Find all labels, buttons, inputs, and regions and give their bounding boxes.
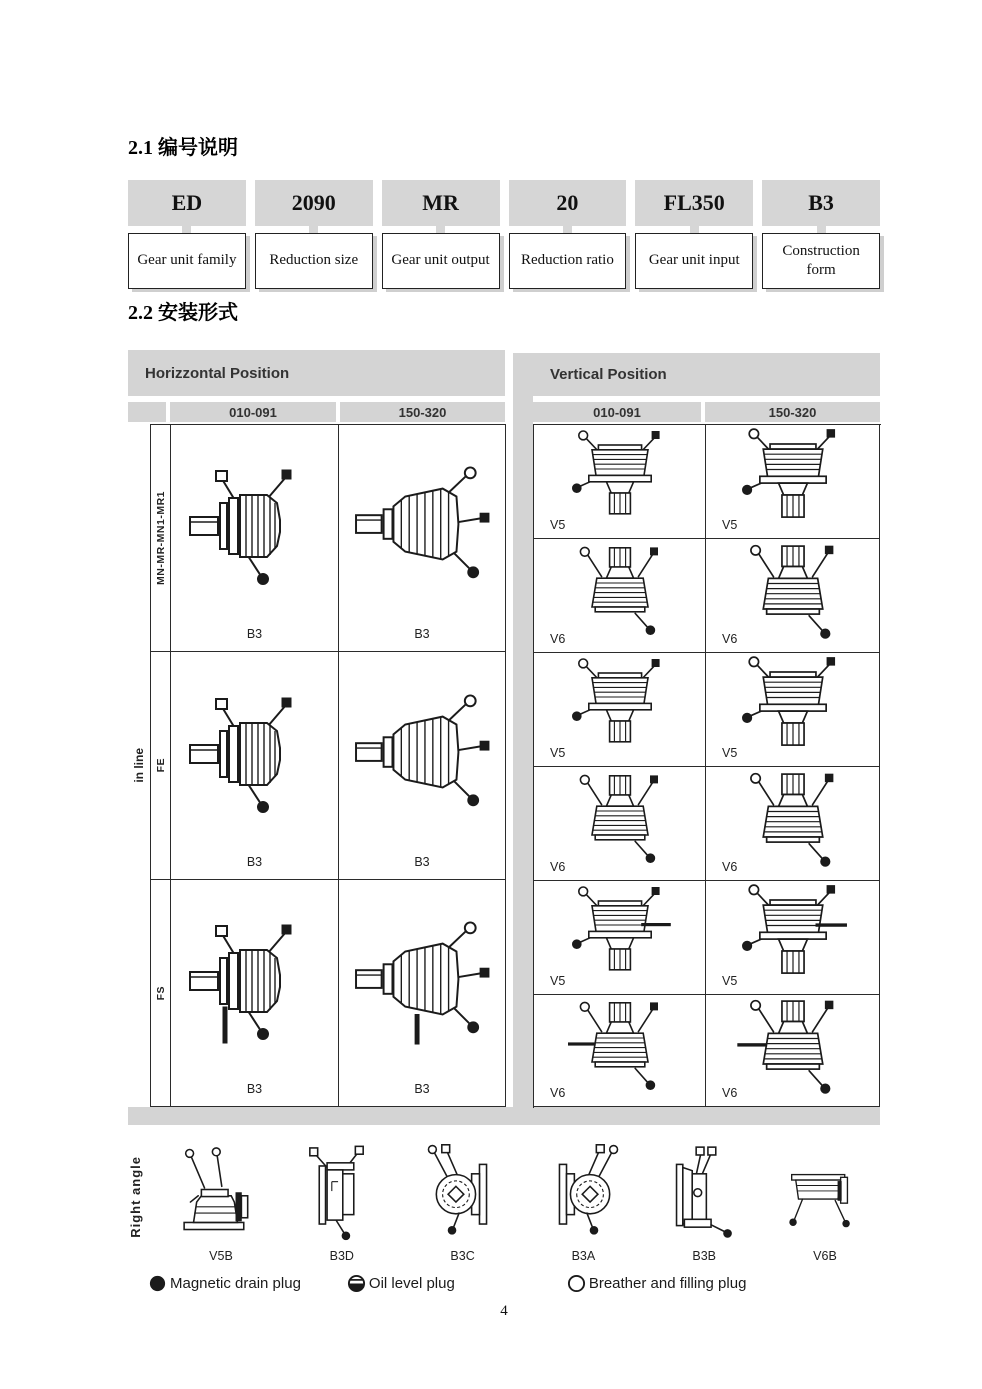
code-label: Gear unit output: [382, 233, 500, 289]
item-label: B3C: [450, 1249, 475, 1263]
gear-unit-v6-diagram: [736, 769, 850, 871]
section-2-2-heading: 2.2 安装形式: [128, 302, 238, 324]
gear-unit-v5-diagram: [736, 883, 850, 985]
size-column-header: 010-091: [170, 402, 336, 422]
mounting-cell: [171, 880, 339, 1107]
table-bottom-band: [128, 1107, 880, 1125]
code-value: 20: [509, 180, 627, 226]
page-number: 4: [500, 1303, 508, 1319]
cell-label: B3: [414, 627, 430, 641]
connector-line: [436, 226, 445, 233]
gear-unit-v6-diagram: [736, 996, 850, 1098]
cell-label: V6: [550, 1086, 566, 1100]
cell-label: V6: [550, 860, 566, 874]
gear-unit-v5-diagram: [568, 884, 672, 982]
gear-unit-b3d-diagram: [291, 1143, 393, 1247]
vertical-position-grid: [533, 424, 881, 1108]
code-column: [509, 180, 627, 289]
cell-label: B3: [414, 1082, 430, 1096]
gear-unit-b3-diagram: [339, 691, 505, 819]
section-2-1-heading: 2.1 编号说明: [128, 137, 238, 159]
mounting-cell: [534, 881, 706, 995]
page-content: [128, 0, 880, 1389]
connector-line: [690, 226, 699, 233]
legend-label: Breather and filling plug: [588, 1275, 747, 1292]
horizontal-position-body: [128, 424, 506, 1107]
row-label-fs: FS: [151, 880, 171, 1107]
right-angle-section: [128, 1131, 880, 1263]
code-column: [635, 180, 753, 289]
horizontal-position-header: [128, 350, 505, 396]
code-label: Reduction size: [255, 233, 373, 289]
row-label-column-header: [128, 402, 166, 422]
mounting-cell: [171, 425, 339, 652]
mounting-cell: [171, 652, 339, 880]
mounting-cell: [706, 425, 880, 539]
breather-filling-plug-icon: [567, 1274, 586, 1293]
connector-line: [817, 226, 826, 233]
right-angle-item: [774, 1143, 876, 1263]
right-angle-item: [412, 1143, 514, 1263]
mounting-cell: [534, 425, 706, 539]
gear-unit-b3b-diagram: [653, 1143, 755, 1247]
mounting-cell: [706, 995, 880, 1107]
gear-unit-v5-diagram: [568, 656, 672, 754]
item-label: V6B: [813, 1249, 837, 1263]
item-label: B3B: [692, 1249, 716, 1263]
mounting-cell: [534, 767, 706, 881]
gear-unit-b3c-diagram: [412, 1143, 514, 1247]
cell-label: B3: [246, 1082, 263, 1096]
legend-item: [148, 1274, 301, 1293]
mounting-cell: [339, 880, 506, 1107]
gear-unit-v6-diagram: [568, 542, 672, 640]
legend-label: Oil level plug: [368, 1275, 455, 1292]
legend-item: [347, 1274, 455, 1293]
horizontal-position-title: Horizzontal Position: [145, 364, 290, 382]
cell-label: B3: [246, 627, 263, 641]
cell-label: V5: [550, 974, 566, 988]
oil-level-plug-icon: [347, 1274, 366, 1293]
code-column: [382, 180, 500, 289]
legend-label: Magnetic drain plug: [170, 1275, 301, 1292]
right-angle-label: Right angle: [128, 1156, 143, 1238]
gear-unit-v6b-diagram: [774, 1143, 876, 1247]
gear-unit-v5-diagram: [736, 427, 850, 529]
right-angle-item: [532, 1143, 634, 1263]
cell-label: B3: [414, 855, 430, 869]
cell-label: B3: [246, 855, 263, 869]
mounting-cell: [339, 425, 506, 652]
right-angle-side: [128, 1131, 170, 1263]
code-value: B3: [762, 180, 880, 226]
cell-label: V5: [722, 974, 738, 988]
code-designation-diagram: [128, 180, 880, 289]
cell-label: V6: [722, 1086, 738, 1100]
cell-label: V5: [722, 746, 738, 760]
gear-unit-v5-diagram: [568, 428, 672, 526]
code-column: [762, 180, 880, 289]
item-label: B3A: [571, 1249, 596, 1263]
gear-unit-v5-diagram: [736, 655, 850, 757]
code-value: FL350: [635, 180, 753, 226]
in-line-label: in line: [132, 748, 146, 783]
mounting-cell: [706, 767, 880, 881]
gear-unit-v6-diagram: [568, 997, 672, 1095]
legend-item: [567, 1274, 747, 1293]
mounting-cell: [534, 995, 706, 1107]
magnetic-drain-plug-icon: [148, 1274, 167, 1293]
item-label: B3D: [329, 1249, 354, 1263]
cell-label: V6: [722, 860, 738, 874]
gear-unit-v6-diagram: [736, 541, 850, 643]
item-label: V5B: [209, 1249, 233, 1263]
mounting-cell: [706, 881, 880, 995]
mounting-cell: [534, 539, 706, 653]
row-label-fe: FE: [151, 652, 171, 880]
right-angle-item: [291, 1143, 393, 1263]
size-column-header: 010-091: [533, 402, 701, 422]
gear-unit-b3-diagram: [339, 463, 505, 591]
code-label: Reduction ratio: [509, 233, 627, 289]
cell-label: V6: [722, 632, 738, 646]
row-label-mn-mr: MN-MR-MN1-MR1: [151, 425, 171, 652]
gear-unit-b3-diagram: [180, 690, 330, 820]
vertical-position-header: [533, 353, 880, 396]
cell-label: V5: [722, 518, 738, 532]
gear-unit-b3a-diagram: [532, 1143, 634, 1247]
gear-unit-v6-diagram: [568, 770, 672, 868]
code-value: ED: [128, 180, 246, 226]
connector-line: [563, 226, 572, 233]
code-value: MR: [382, 180, 500, 226]
code-value: 2090: [255, 180, 373, 226]
connector-line: [182, 226, 191, 233]
mounting-cell: [534, 653, 706, 767]
in-line-group: [128, 424, 150, 1107]
size-column-header: 150-320: [340, 402, 505, 422]
code-label: Construction form: [762, 233, 880, 289]
code-label: Gear unit input: [635, 233, 753, 289]
cell-label: V5: [550, 746, 566, 760]
gear-unit-b3-diagram: [180, 462, 330, 592]
code-column: [255, 180, 373, 289]
mounting-cell: [339, 652, 506, 880]
plug-legend: [148, 1274, 746, 1293]
right-angle-item: [653, 1143, 755, 1263]
horizontal-position-grid: [150, 424, 506, 1107]
code-label: Gear unit family: [128, 233, 246, 289]
gear-unit-b3-diagram: [339, 918, 505, 1046]
gear-unit-v5b-diagram: [170, 1143, 272, 1247]
mounting-cell: [706, 539, 880, 653]
vertical-position-title: Vertical Position: [550, 366, 667, 383]
right-angle-item: [170, 1143, 272, 1263]
connector-line: [309, 226, 318, 233]
right-angle-items: [170, 1131, 880, 1263]
table-gutter: [513, 353, 533, 1107]
size-column-header: 150-320: [705, 402, 880, 422]
cell-label: V5: [550, 518, 566, 532]
mounting-positions-table: [128, 350, 880, 1126]
mounting-cell: [706, 653, 880, 767]
code-column: [128, 180, 246, 289]
gear-unit-b3-diagram: [180, 917, 330, 1047]
cell-label: V6: [550, 632, 566, 646]
